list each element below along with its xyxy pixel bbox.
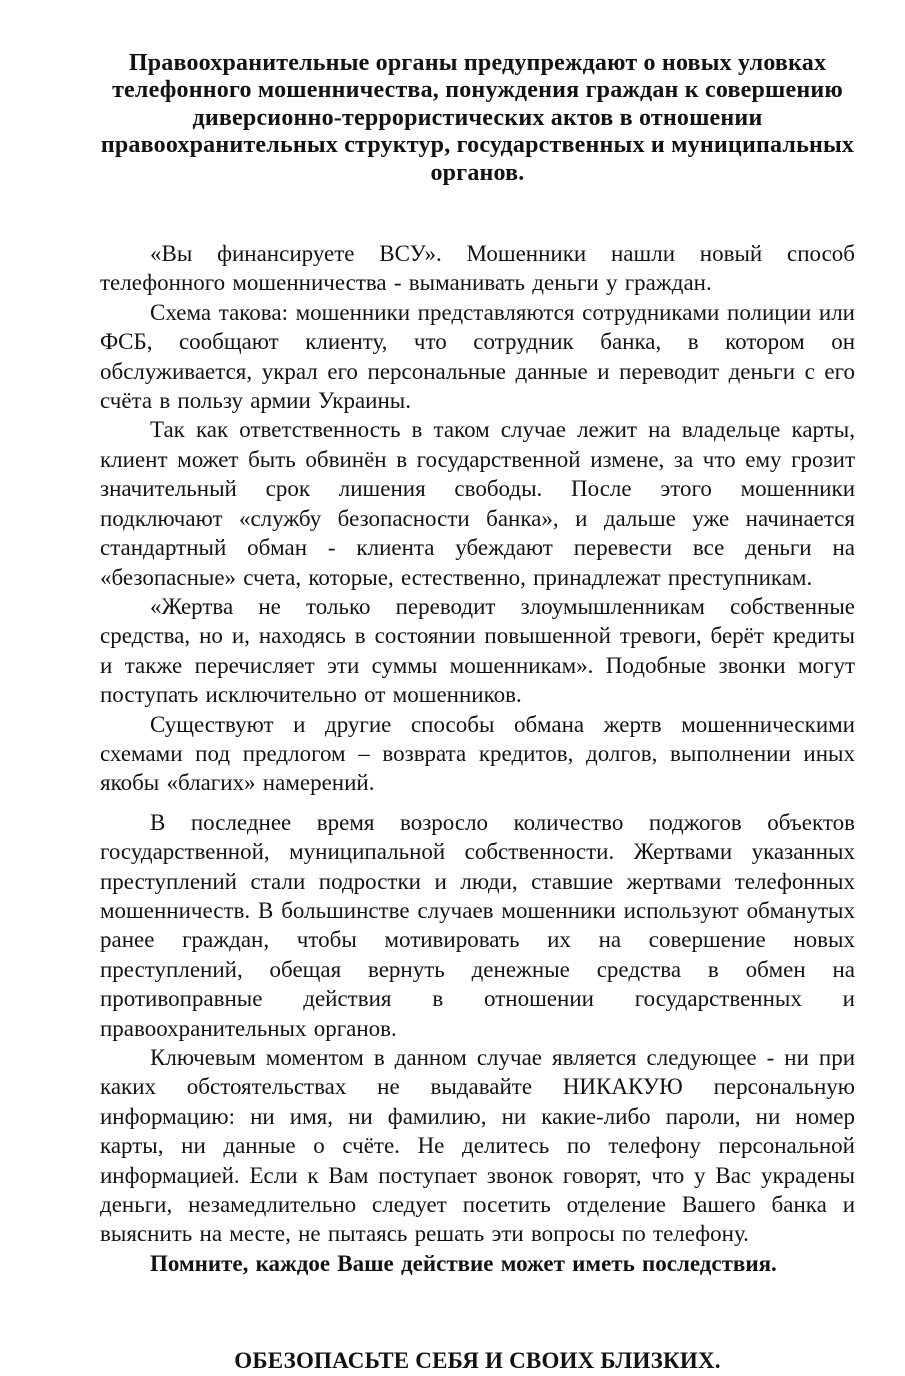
closing-heading: ОБЕЗОПАСЬТЕ СЕБЯ И СВОИХ БЛИЗКИХ.	[234, 1348, 721, 1374]
paragraph-reminder: Помните, каждое Ваше действие может иметь последствия.	[150, 1250, 777, 1276]
document-title: Правоохранительные органы предупреждают о новых уловках телефонного мошенничества, понуждения граждан к совершению диверсионно-террористических актов в отношении правоохранительных структур, государственных и муниципальных органов.	[100, 50, 855, 186]
paragraph-victim: «Жертва не только переводит злоумышленникам собственные средства, но и, находясь в состоянии повышенной тревоги, берёт кредиты и также перечисляет эти суммы мошенникам». Подобные звонки могут поступать исключительно от мошенников.	[100, 593, 855, 708]
paragraph-key-advice: Ключевым моментом в данном случае является следующее - ни при каких обстоятельствах не выдавайте НИКАКУЮ персональную информацию: ни имя, ни фамилию, ни какие-либо пароли, ни номер карты, ни данные о счёте. Не делитесь по телефону персональной информацией. Если к Вам поступает звонок говорят, что у Вас украдены деньги, незамедлительно следует посетить отделение Вашего банка и выяснить на месте, не пытаясь решать эти вопросы по телефону.	[100, 1045, 855, 1247]
document-body	[100, 239, 855, 1278]
paragraph-liability: Так как ответственность в таком случае лежит на владельце карты, клиент может быть обвинён в государственной измене, за что ему грозит значительный срок лишения свободы. После этого мошенники подключают «службу безопасности банка», и дальше уже начинается стандартный обман - клиента убеждают перевести все деньги на «безопасные» счета, которые, естественно, принадлежат преступникам.	[100, 417, 855, 590]
paragraph-arson: В последнее время возросло количество поджогов объектов государственной, муниципальной собственности. Жертвами указанных преступлений стали подростки и люди, ставшие жертвами телефонных мошенничеств. В большинстве случаев мошенники используют обманутых ранее граждан, чтобы мотивировать их на совершение новых преступлений, обещая вернуть денежные средства в обмен на противоправные действия в отношении государственных и правоохранительных органов.	[100, 809, 855, 1041]
paragraph-vsu-intro: «Вы финансируете ВСУ». Мошенники нашли новый способ телефонного мошенничества - выманивать деньги у граждан.	[100, 241, 855, 296]
paragraph-other-schemes: Существуют и другие способы обмана жертв мошенническими схемами под предлогом – возврата кредитов, долгов, выполнении иных якобы «благих» намерений.	[100, 711, 855, 796]
paragraph-scheme: Схема такова: мошенники представляются сотрудниками полиции или ФСБ, сообщают клиенту, что сотрудник банка, в котором он обслуживается, украл его персональные данные и переводит деньги с его счёта в пользу армии Украины.	[100, 299, 855, 414]
